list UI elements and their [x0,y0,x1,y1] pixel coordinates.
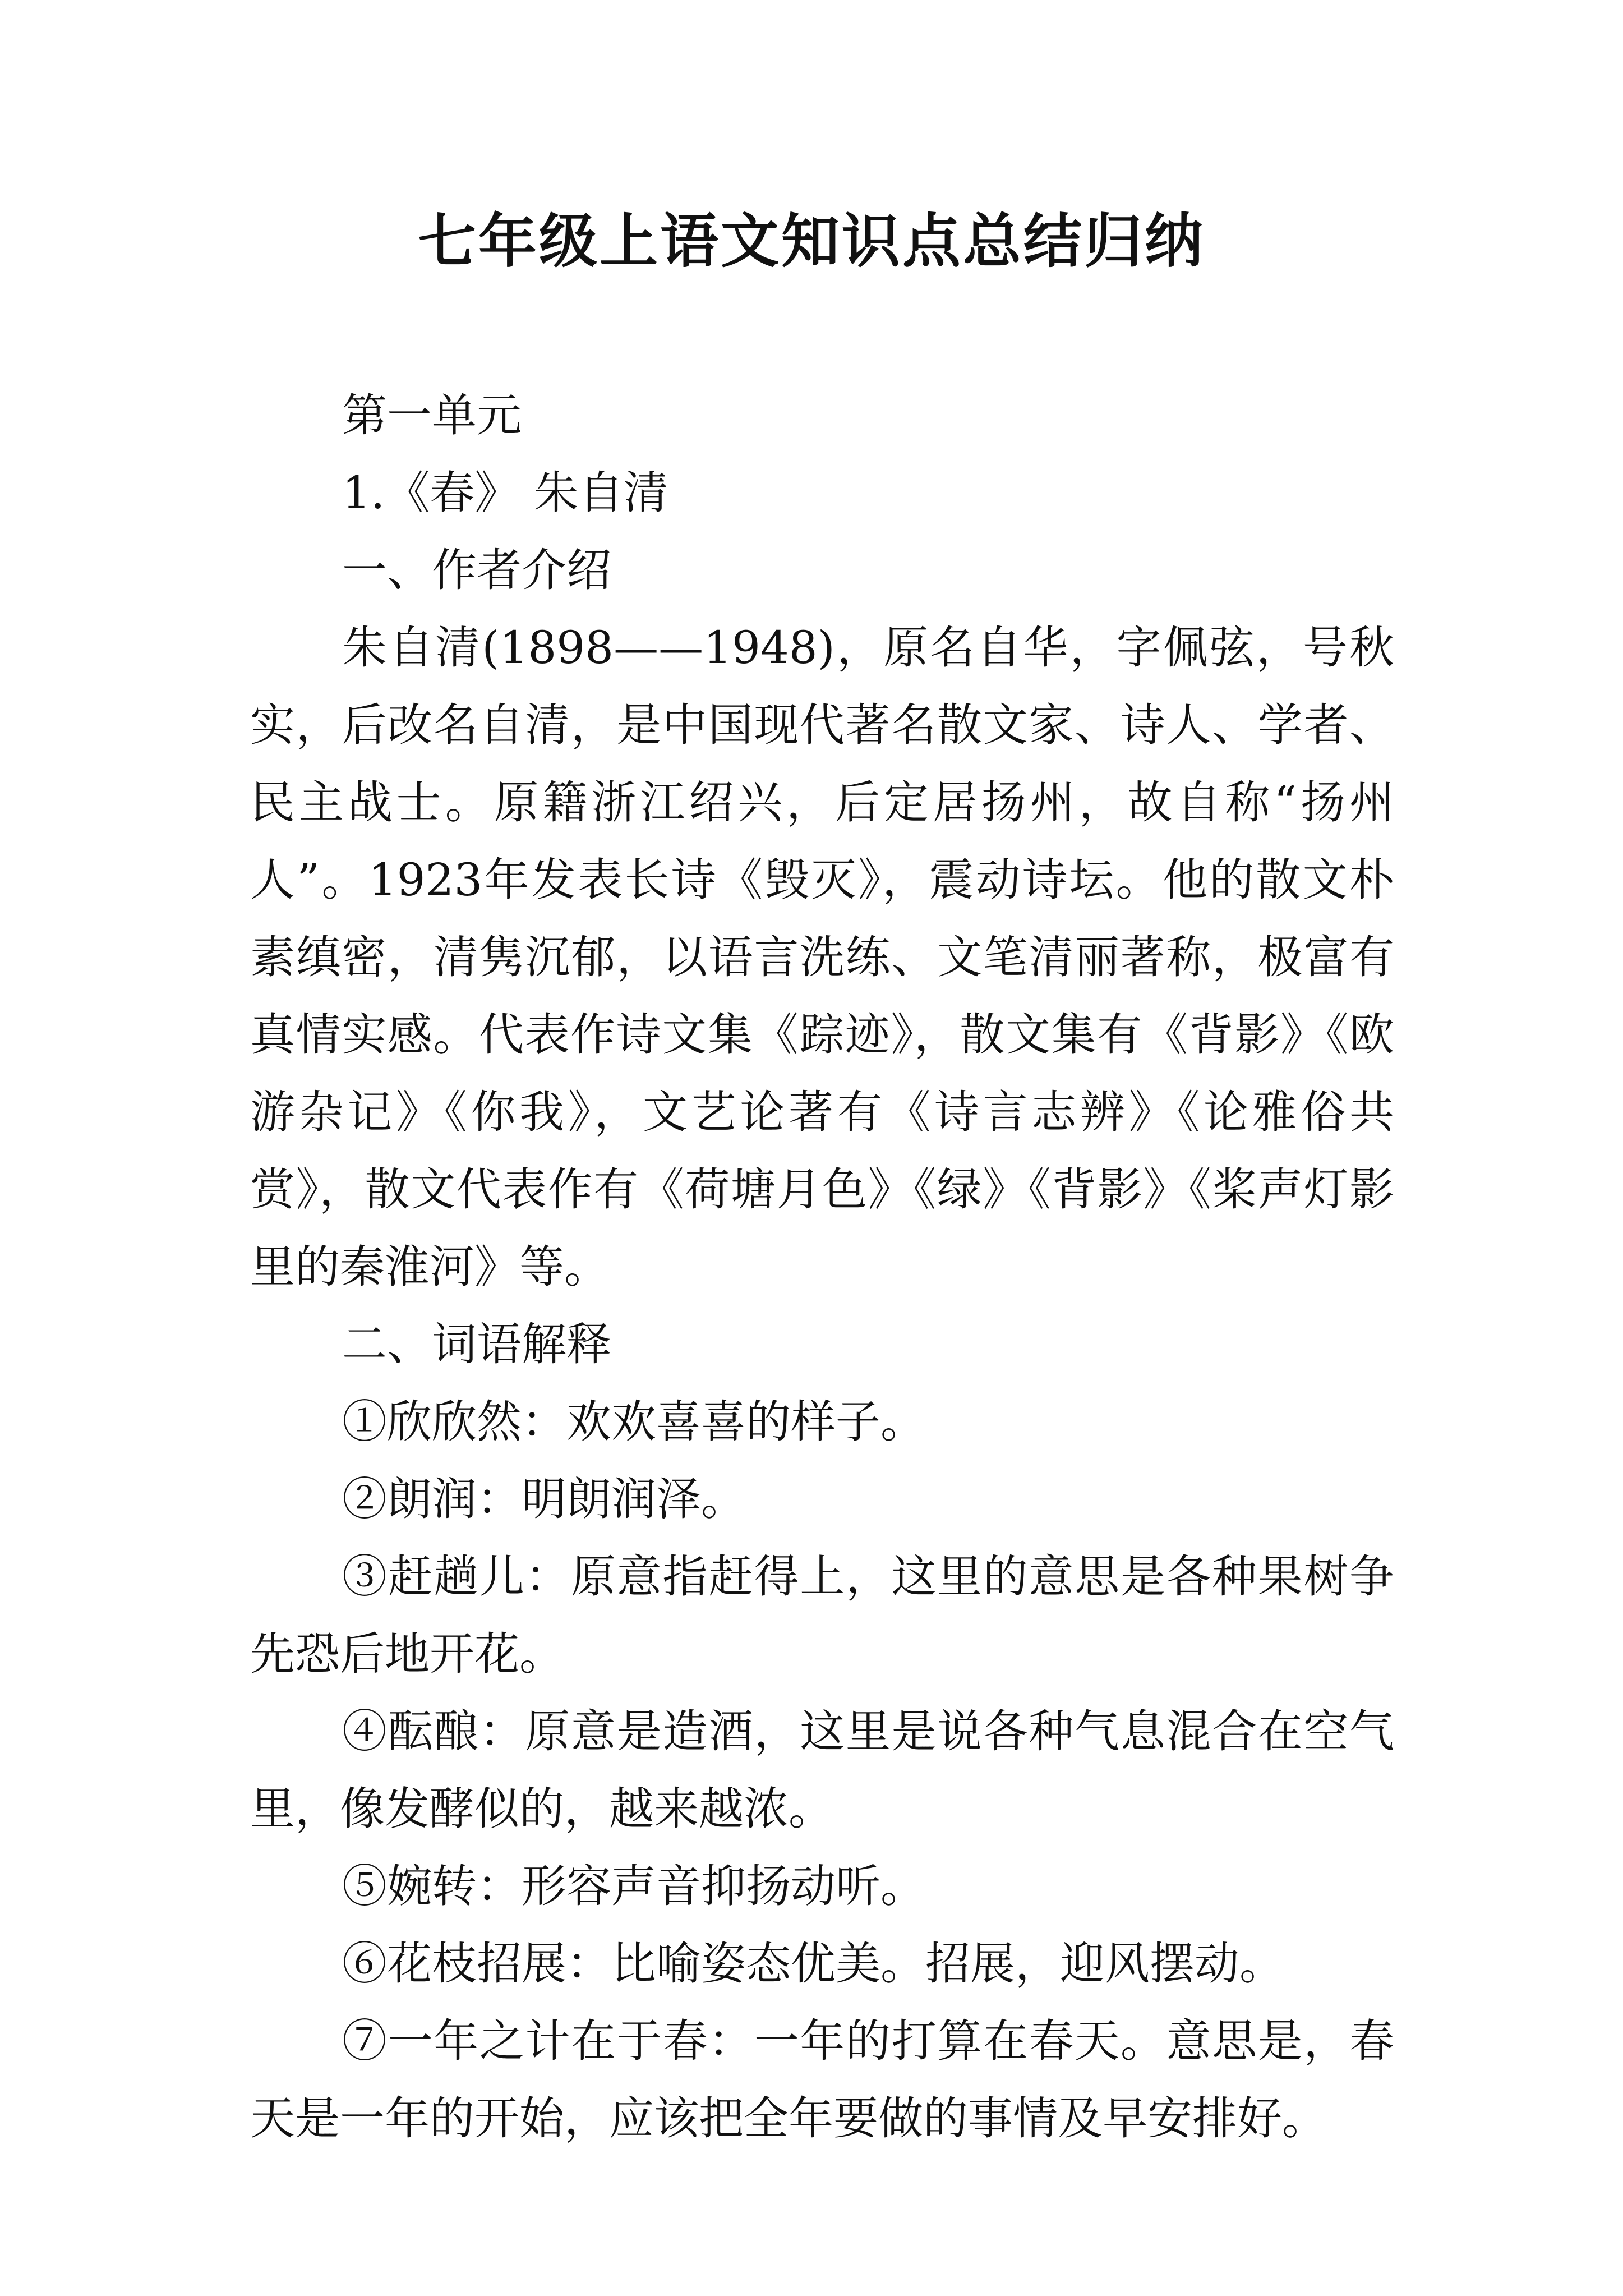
section-heading-vocabulary: 二、词语解释 [342,1318,611,1370]
vocab-item: ②朗润：明朗润泽。 [342,1473,746,1525]
lesson-heading: 1.《春》 朱自清 [342,467,668,519]
document-title: 七年级上语文知识点总结归纳 [417,206,1205,275]
vocab-item: ①欣欣然：欢欢喜喜的样子。 [342,1396,925,1448]
author-paragraph: 朱自清(1898——1948)，原名自华，字佩弦，号秋实，后改名自清，是中国现代著名散文家、诗人、学者、民主战士。原籍浙江绍兴，后定居扬州，故自称“扬州人”。1923年发表长诗《毁灭》，震动诗坛。他的散文朴素缜密，清隽沉郁，以语言洗练、文笔清丽著称，极富有真情实感。代表作诗文集《踪迹》，散文集有《背影》《欧游杂记》《你我》，文艺论著有《诗言志辨》《论雅俗共赏》，散文代表作有《荷塘月色》《绿》《背影》《桨声灯影里的秦淮河》等。 [250,622,1394,1293]
vocab-item: ⑤婉转：形容声音抑扬动听。 [342,1860,925,1912]
vocab-item: ⑦一年之计在于春：一年的打算在春天。意思是，春天是一年的开始，应该把全年要做的事情及早安排好。 [250,2015,1394,2145]
document-body [250,377,1394,2157]
section-heading-author: 一、作者介绍 [342,544,611,596]
vocab-item: ⑥花枝招展：比喻姿态优美。招展，迎风摆动。 [342,1938,1284,1990]
vocab-item: ③赶趟儿：原意指赶得上，这里的意思是各种果树争先恐后地开花。 [250,1550,1394,1680]
unit-heading: 第一单元 [342,389,522,441]
vocab-item: ④酝酿：原意是造酒，这里是说各种气息混合在空气里，像发酵似的，越来越浓。 [250,1705,1394,1835]
